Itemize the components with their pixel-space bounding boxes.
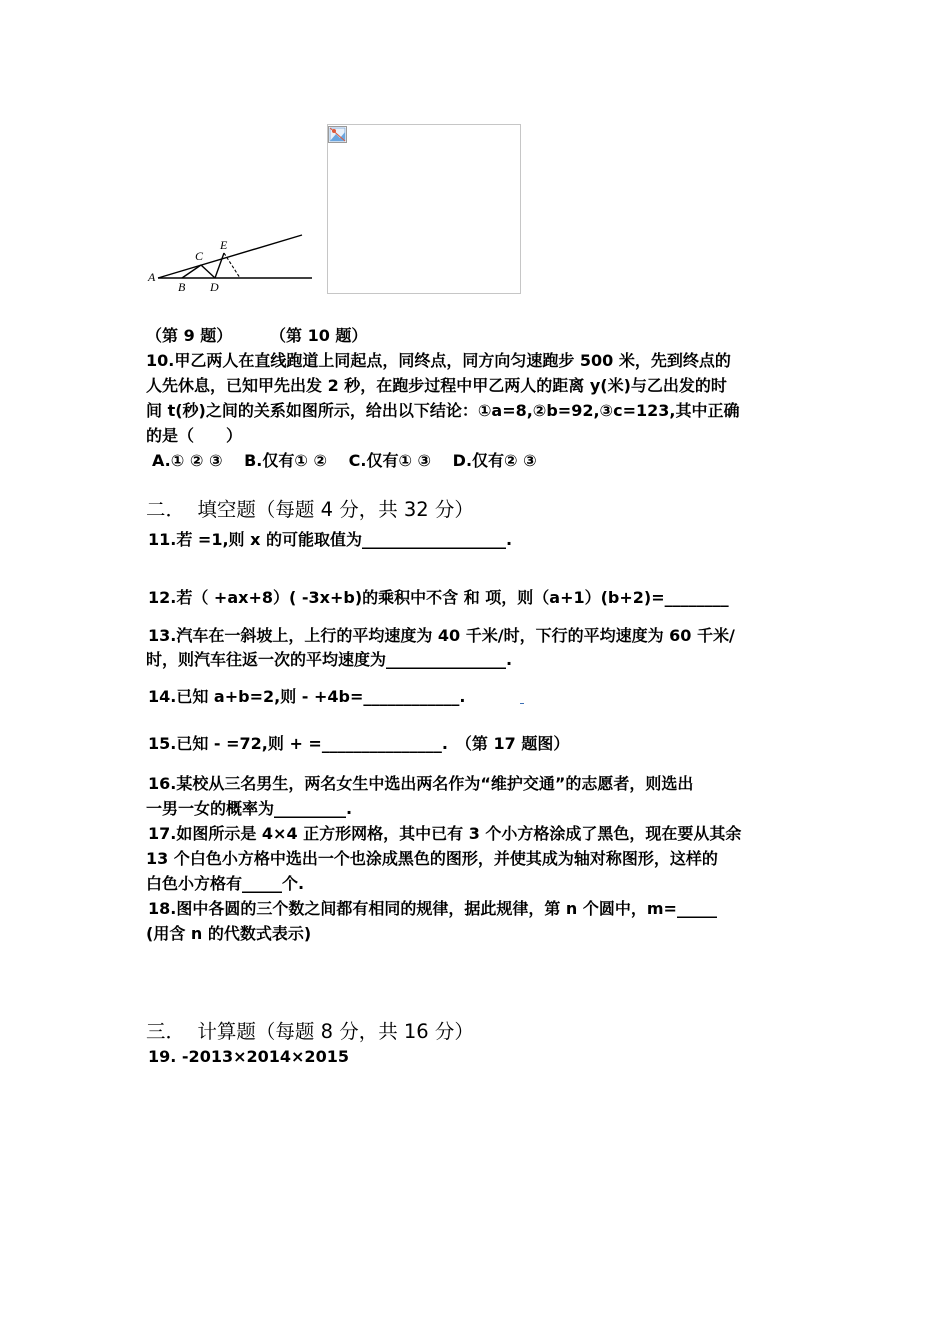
q11: 11.若 =1,则 x 的可能取值为__________________.	[148, 530, 513, 549]
q10-line-2: 人先休息，已知甲先出发 2 秒，在跑步过程中甲乙两人的距离 y(米)与乙出发的时	[146, 376, 727, 395]
figure-10-image	[327, 124, 521, 294]
dashed-segment	[224, 253, 240, 278]
q15: 15.已知 - =72,则 + =_______________. （第 17 题图）	[148, 734, 570, 753]
q10-line-1: 10.甲乙两人在直线跑道上同起点，同终点，同方向匀速跑步 500 米，先到终点的	[146, 351, 731, 370]
q13-line-2: 时，则汽车往返一次的平均速度为_______________.	[146, 650, 513, 669]
figure-9-diagram	[140, 228, 320, 298]
q18-line-1: 18.图中各圆的三个数之间都有相同的规律，据此规律，第 n 个圆中，m=_____	[148, 899, 717, 918]
q10-options: A.① ② ③ B.仅有① ② C.仅有① ③ D.仅有② ③	[152, 451, 537, 470]
q10-line-3: 间 t(秒)之间的关系如图所示，给出以下结论：①a=8,②b=92,③c=123,其中正确	[146, 401, 740, 420]
ray-ae	[158, 235, 302, 278]
q17-line-1: 17.如图所示是 4×4 正方形网格，其中已有 3 个小方格涂成了黑色，现在要从其余	[148, 824, 742, 843]
label-c: C	[195, 249, 204, 263]
q14: 14.已知 a+b=2,则 - +4b=____________.	[148, 687, 466, 706]
caption-figure-10: （第 10 题）	[270, 326, 368, 345]
q16-line-2: 一男一女的概率为_________.	[146, 799, 353, 818]
q10-line-4: 的是（ ）	[146, 426, 243, 445]
segment-de	[215, 253, 224, 278]
label-a: A	[148, 270, 156, 284]
section-2-title: 二． 填空题（每题 4 分，共 32 分）	[146, 498, 474, 521]
q17-line-2: 13 个白色小方格中选出一个也涂成黑色的图形，并使其成为轴对称图形，这样的	[146, 849, 718, 868]
q17-line-3: 白色小方格有_____个.	[146, 874, 305, 893]
q19: 19. -2013×2014×2015	[148, 1047, 349, 1066]
broken-image-icon	[328, 126, 347, 143]
q18-line-2: (用含 n 的代数式表示)	[146, 924, 312, 943]
segment-bc	[182, 265, 201, 278]
label-d: D	[210, 280, 219, 294]
q16-line-1: 16.某校从三名男生，两名女生中选出两名作为“维护交通”的志愿者，则选出	[148, 774, 694, 793]
q13-line-1: 13.汽车在一斜坡上，上行的平均速度为 40 千米/时，下行的平均速度为 60 千米/	[148, 626, 735, 645]
caption-figure-9: （第 9 题）	[146, 326, 233, 345]
segment-cd	[201, 265, 215, 278]
label-b: B	[178, 280, 186, 294]
section-3-title: 三． 计算题（每题 8 分，共 16 分）	[146, 1020, 474, 1043]
label-e: E	[220, 238, 228, 252]
small-mark	[520, 703, 524, 704]
q12: 12.若（ +ax+8）( -3x+b)的乘积中不含 和 项，则（a+1）(b+2)=________	[148, 588, 729, 607]
